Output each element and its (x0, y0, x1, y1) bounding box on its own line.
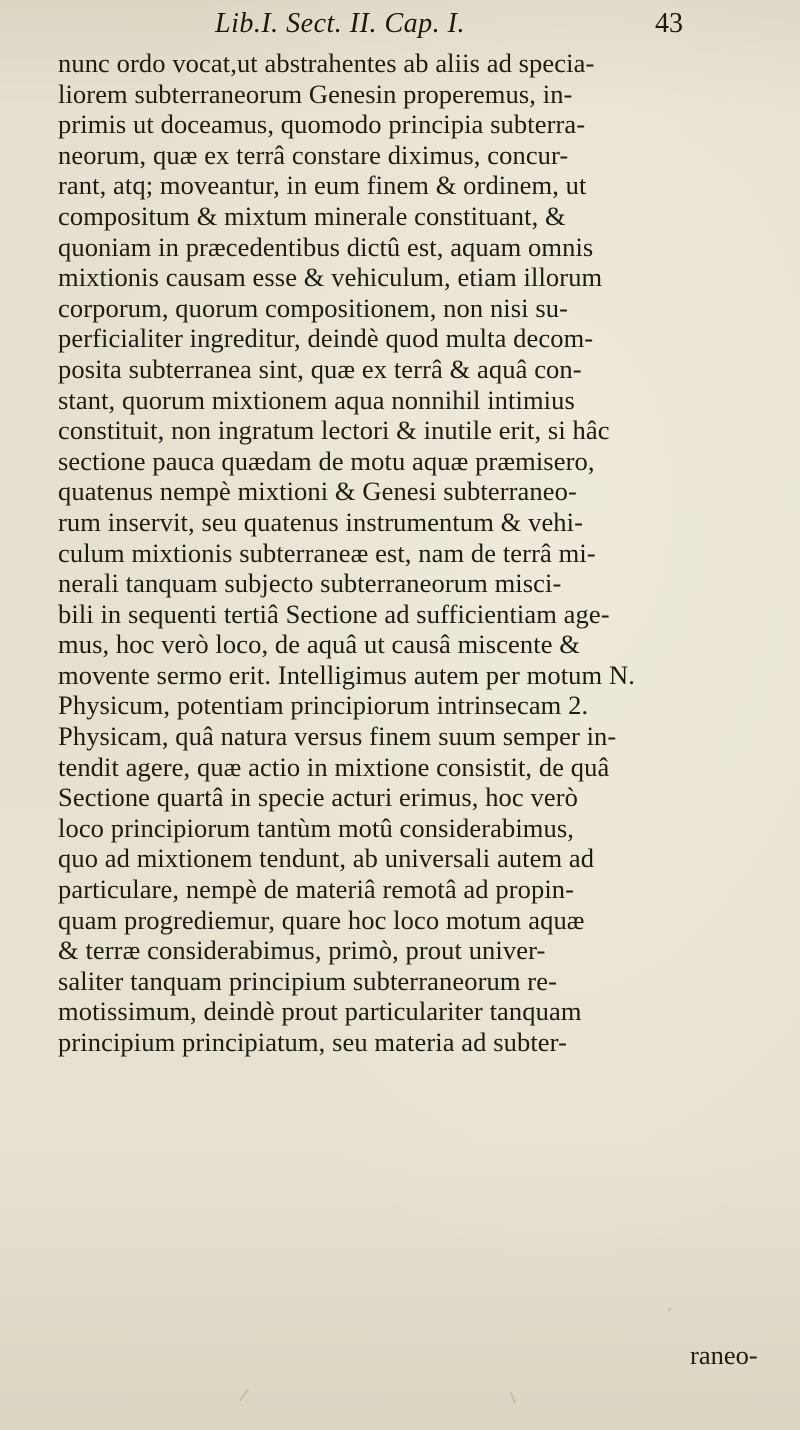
text-line: compositum & mixtum minerale constituant, & (58, 200, 566, 231)
text-line: saliter tanquam principium subterraneorum re- (58, 965, 557, 996)
catchword: raneo- (690, 1340, 758, 1370)
text-line: liorem subterraneorum Genesin properemus, in- (58, 78, 573, 109)
text-line: Sectione quartâ in specie acturi erimus, hoc verò (58, 782, 578, 813)
text-line: Physicum, potentiam principiorum intrinsecam 2. (58, 690, 589, 721)
text-line: rant, atq; moveantur, in eum finem & ordinem, ut (58, 170, 587, 201)
paper-blemish (510, 1392, 516, 1404)
paper-blemish (668, 1308, 671, 1311)
text-line: culum mixtionis subterraneæ est, nam de terrâ mi- (58, 537, 596, 568)
page-number: 43 (655, 8, 683, 39)
text-line: bili in sequenti tertiâ Sectione ad sufficientiam age- (58, 598, 610, 629)
text-line: rum inservit, seu quatenus instrumentum & vehi- (58, 506, 584, 537)
text-line: mus, hoc verò loco, de aquâ ut causâ miscente & (58, 629, 581, 660)
text-line: neorum, quæ ex terrâ constare diximus, concur- (58, 139, 569, 170)
running-head: Lib.I. Sect. II. Cap. I. (215, 8, 465, 39)
text-line: constituit, non ingratum lectori & inutile erit, si hâc (58, 415, 610, 446)
text-line: sectione pauca quædam de motu aquæ præmisero, (58, 445, 595, 476)
text-line: particulare, nempè de materiâ remotâ ad propin- (58, 874, 575, 905)
text-line: nunc ordo vocat,ut abstrahentes ab aliis ad specia- (58, 48, 595, 78)
text-line: Physicam, quâ natura versus finem suum semper in- (58, 721, 617, 752)
text-line: quoniam in præcedentibus dictû est, aquam omnis (58, 231, 594, 262)
text-line: primis ut doceamus, quomodo principia subterra- (58, 109, 586, 140)
text-line: loco principiorum tantùm motû considerabimus, (58, 812, 575, 843)
body-text (58, 48, 770, 1058)
text-line: corporum, quorum compositionem, non nisi su- (58, 292, 569, 323)
page-header (0, 6, 800, 46)
text-line: nerali tanquam subjecto subterraneorum misci- (58, 568, 562, 599)
text-line: stant, quorum mixtionem aqua nonnihil intimius (58, 384, 575, 415)
text-line: movente sermo erit. Intelligimus autem per motum N. (58, 659, 635, 690)
text-line: & terræ considerabimus, primò, prout univer- (58, 935, 546, 966)
text-line: quo ad mixtionem tendunt, ab universali autem ad (58, 843, 595, 874)
text-line: quatenus nempè mixtioni & Genesi subterraneo- (58, 476, 577, 507)
text-line: mixtionis causam esse & vehiculum, etiam illorum (58, 262, 603, 293)
text-line: perficialiter ingreditur, deindè quod multa decom- (58, 323, 594, 354)
text-line: motissimum, deindè prout particulariter tanquam (58, 996, 582, 1027)
text-line: principium principiatum, seu materia ad subter- (58, 1027, 567, 1057)
paper-blemish (239, 1389, 249, 1402)
text-line: posita subterranea sint, quæ ex terrâ & aquâ con- (58, 353, 582, 384)
text-line: tendit agere, quæ actio in mixtione consistit, de quâ (58, 751, 610, 782)
text-line: quam progrediemur, quare hoc loco motum aquæ (58, 904, 585, 935)
